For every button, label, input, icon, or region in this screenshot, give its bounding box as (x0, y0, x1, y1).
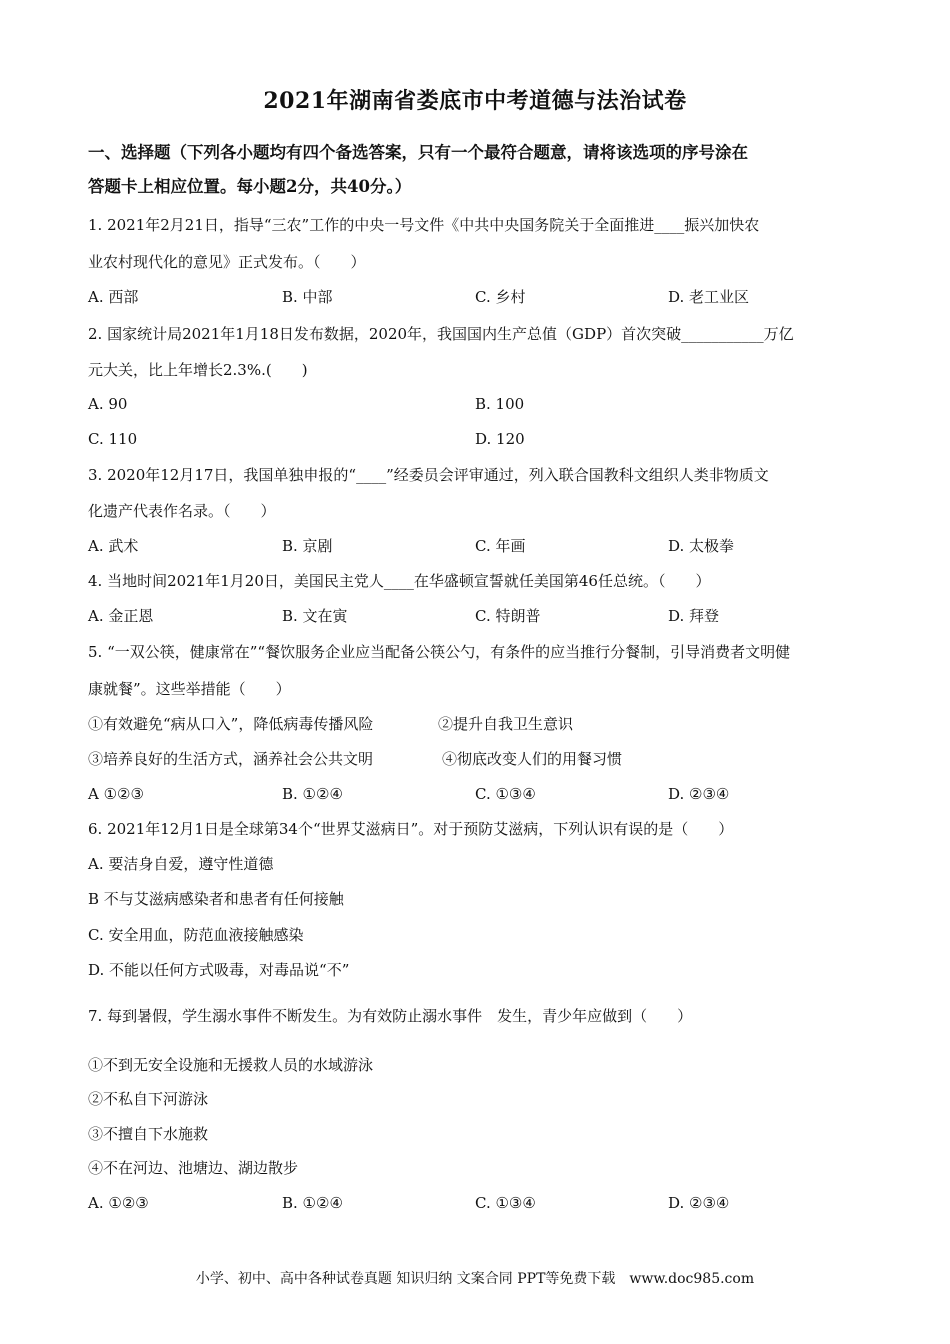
q7-statement-3: ③不擅自下水施救 (88, 1125, 209, 1143)
q5-statement-2: ②提升自我卫生意识 (438, 715, 574, 733)
question-5-text-cont: 康就餐”。这些举措能（ ） (88, 680, 291, 698)
q7-statement-4: ④不在河边、池塘边、湖边散步 (88, 1159, 299, 1177)
q5-option-b: B. ①②④ (282, 785, 343, 803)
q6-option-d: D. 不能以任何方式吸毒，对毒品说“不” (88, 961, 350, 979)
q7-option-b: B. ①②④ (282, 1194, 343, 1212)
q7-option-a: A. ①②③ (88, 1194, 149, 1212)
q2-option-a: A. 90 (88, 395, 128, 413)
q1-option-c: C. 乡村 (475, 288, 526, 306)
q7-statement-1: ①不到无安全设施和无援救人员的水域游泳 (88, 1056, 374, 1074)
page-title: 2021年湖南省娄底市中考道德与法治试卷 (263, 88, 687, 114)
q6-option-a: A. 要洁身自爱，遵守性道德 (88, 855, 274, 873)
q6-option-b: B 不与艾滋病感染者和患者有任何接触 (88, 890, 344, 908)
q5-option-d: D. ②③④ (668, 785, 730, 803)
q4-option-a: A. 金正恩 (88, 607, 154, 625)
q4-option-c: C. 特朗普 (475, 607, 541, 625)
q6-option-c: C. 安全用血，防范血液接触感染 (88, 926, 304, 944)
q4-option-b: B. 文在寅 (282, 607, 348, 625)
section-heading-line-1: 一、选择题（下列各小题均有四个备选答案，只有一个最符合题意，请将该选项的序号涂在 (88, 143, 748, 162)
question-2-text: 2. 国家统计局2021年1月18日发布数据，2020年，我国国内生产总值（GDP）首次突破___________万亿 (88, 325, 794, 343)
q4-option-d: D. 拜登 (668, 607, 720, 625)
q2-option-d: D. 120 (475, 430, 525, 448)
question-7-text: 7. 每到暑假，学生溺水事件不断发生。为有效防止溺水事件 发生，青少年应做到（ ） (88, 1007, 693, 1025)
q5-statement-4: ④彻底改变人们的用餐习惯 (442, 750, 623, 768)
q3-option-c: C. 年画 (475, 537, 526, 555)
q3-option-b: B. 京剧 (282, 537, 333, 555)
question-2-text-cont: 元大关，比上年增长2.3%.( ) (88, 361, 308, 379)
q1-option-d: D. 老工业区 (668, 288, 750, 306)
question-1-text: 1. 2021年2月21日，指导“三农”工作的中央一号文件《中共中央国务院关于全面推进____振兴加快农 (88, 216, 760, 234)
question-1-text-cont: 业农村现代化的意见》正式发布。（ ） (88, 253, 366, 271)
q5-statement-3: ③培养良好的生活方式，涵养社会公共文明 (88, 750, 374, 768)
section-heading-line-2: 答题卡上相应位置。每小题2分，共40分。） (88, 177, 412, 196)
page-footer: 小学、初中、高中各种试卷真题 知识归纳 文案合同 PPT等免费下载 www.doc985.com (195, 1271, 755, 1287)
q3-option-a: A. 武术 (88, 537, 139, 555)
q7-option-d: D. ②③④ (668, 1194, 730, 1212)
q7-statement-2: ②不私自下河游泳 (88, 1090, 209, 1108)
question-6-text: 6. 2021年12月1日是全球第34个“世界艾滋病日”。对于预防艾滋病，下列认识有误的是（ ） (88, 820, 734, 838)
question-3-text: 3. 2020年12月17日，我国单独申报的“____”经委员会评审通过，列入联合国教科文组织人类非物质文 (88, 466, 769, 484)
question-4-text: 4. 当地时间2021年1月20日，美国民主党人____在华盛顿宣誓就任美国第46任总统。（ ） (88, 572, 711, 590)
q5-option-c: C. ①③④ (475, 785, 536, 803)
q5-statement-1: ①有效避免“病从口入”，降低病毒传播风险 (88, 715, 374, 733)
q3-option-d: D. 太极拳 (668, 537, 735, 555)
question-5-text: 5. “一双公筷，健康常在”“餐饮服务企业应当配备公筷公勺，有条件的应当推行分餐制，引导消费者文明健 (88, 643, 791, 661)
q5-option-a: A ①②③ (88, 785, 144, 803)
q2-option-c: C. 110 (88, 430, 138, 448)
q1-option-a: A. 西部 (88, 288, 139, 306)
question-3-text-cont: 化遗产代表作名录。（ ） (88, 502, 276, 520)
q1-option-b: B. 中部 (282, 288, 333, 306)
q2-option-b: B. 100 (475, 395, 525, 413)
q7-option-c: C. ①③④ (475, 1194, 536, 1212)
